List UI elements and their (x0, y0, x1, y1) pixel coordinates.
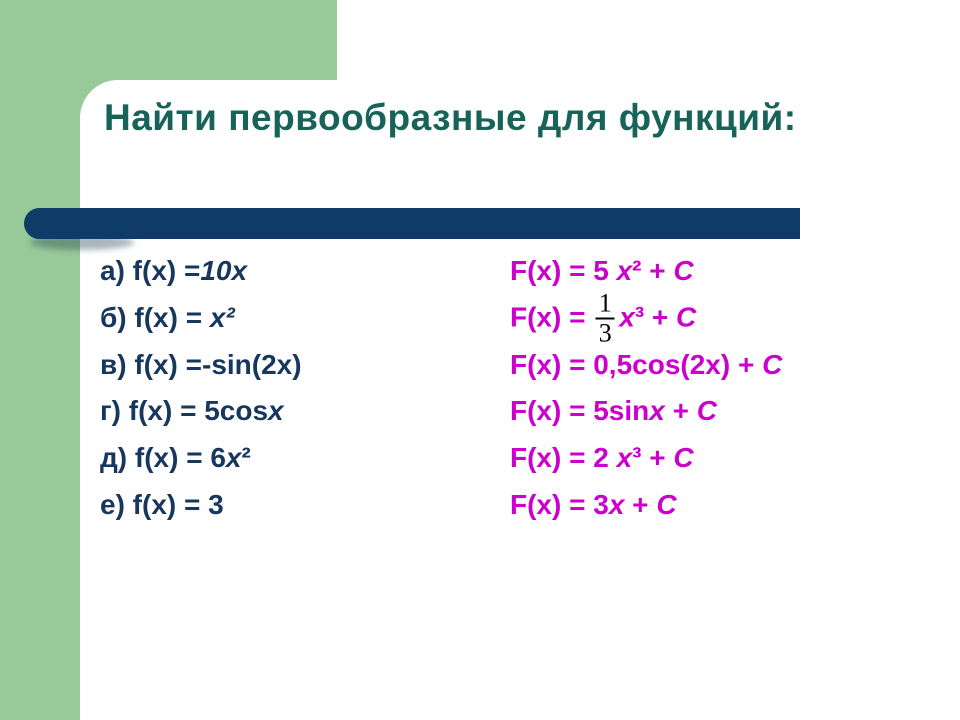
text-segment: в) f(x) =-sin(2x) (100, 348, 302, 380)
problems-list (0, 248, 960, 528)
text-segment: г) f(x) = 5cos (100, 395, 269, 427)
text-segment: ² + (632, 255, 674, 287)
text-segment: д) f(x) = 6 (100, 442, 226, 474)
text-segment: а) f(x) = (100, 255, 201, 287)
text-segment: C (696, 395, 717, 427)
fraction (595, 288, 615, 348)
problem-row (0, 341, 960, 388)
text-segment: F(x) = 2 (510, 442, 617, 474)
function-expression (100, 490, 224, 520)
text-segment: е) f(x) = 3 (100, 488, 224, 520)
text-segment: x (649, 395, 665, 427)
problem-row (0, 288, 960, 348)
antiderivative-expression (510, 288, 697, 348)
text-segment: F(x) = (510, 301, 594, 333)
text-segment: F(x) = 3 (510, 488, 609, 520)
fraction-numerator: 1 (596, 291, 615, 320)
fraction-stack (596, 288, 615, 348)
text-segment: F(x) = 0,5cos(2x) + (510, 348, 763, 380)
text-segment: x (619, 301, 635, 333)
function-expression (100, 303, 235, 333)
antiderivative-expression (510, 443, 694, 473)
text-segment: x (608, 488, 625, 520)
slide-title: Найти первообразные для функций: (104, 97, 797, 138)
antiderivative-expression (510, 350, 782, 380)
text-segment: C (673, 442, 694, 474)
text-segment: 10x (200, 255, 248, 287)
text-segment: x (616, 442, 633, 474)
text-segment: C (762, 348, 783, 380)
function-expression (100, 350, 302, 380)
text-segment: + (664, 395, 697, 427)
text-segment: x² (209, 302, 235, 334)
antiderivative-expression (510, 490, 677, 520)
text-segment: ³ + (634, 301, 677, 333)
text-segment: x (616, 255, 633, 287)
text-segment: ³ + (632, 442, 674, 474)
function-expression (100, 256, 247, 286)
problem-row (0, 481, 960, 528)
text-segment: + (624, 488, 657, 520)
problem-row (0, 388, 960, 435)
fraction-denominator: 3 (598, 318, 612, 348)
text-segment: ² (241, 442, 251, 474)
text-segment: C (673, 255, 694, 287)
antiderivative-expression (510, 396, 717, 426)
text-segment: x (225, 442, 242, 474)
text-segment: б) f(x) = (100, 302, 210, 334)
text-segment: C (676, 301, 697, 333)
function-expression (100, 443, 251, 473)
function-expression (100, 396, 284, 426)
text-segment: F(x) = 5sin (510, 395, 650, 427)
problem-row (0, 248, 960, 295)
divider-bar (24, 208, 800, 239)
problem-row (0, 435, 960, 482)
text-segment: x (268, 395, 284, 427)
text-segment: F(x) = 5 (510, 255, 617, 287)
antiderivative-expression (510, 256, 694, 286)
text-segment: C (656, 488, 677, 520)
